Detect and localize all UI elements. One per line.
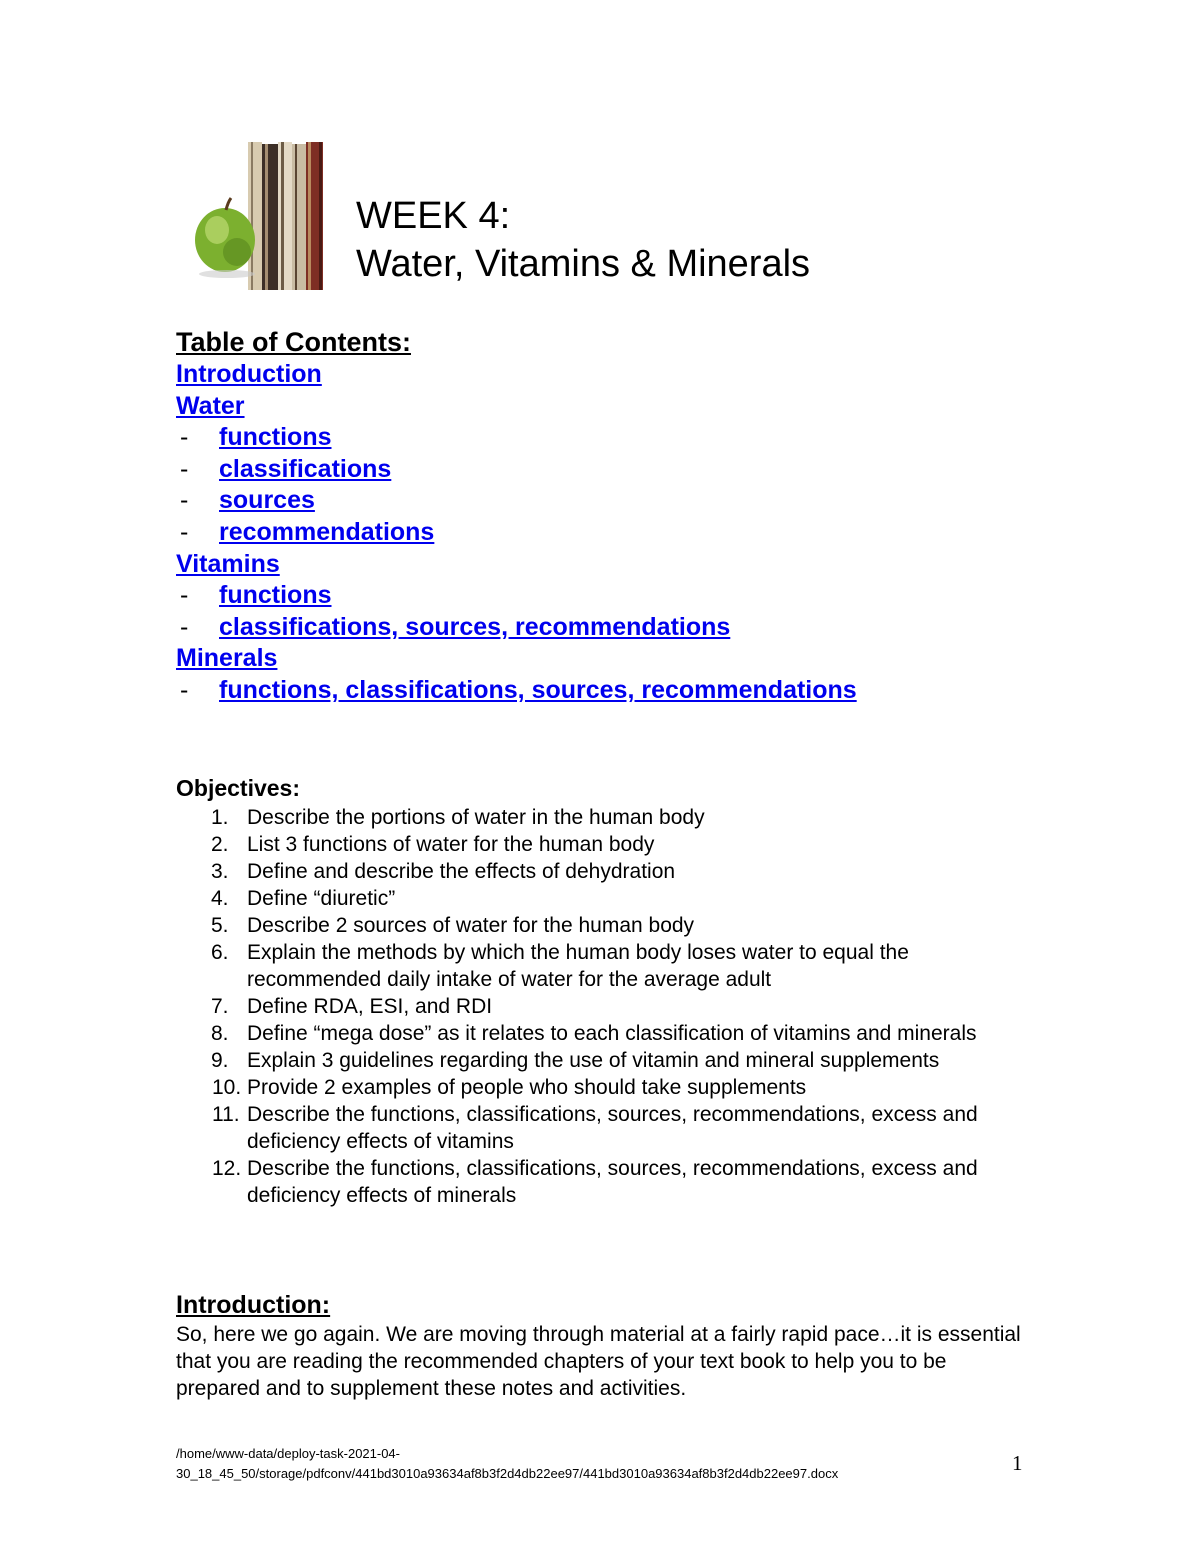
list-item: [176, 939, 1007, 993]
title-topic: Water, Vitamins & Minerals: [356, 243, 811, 285]
list-number: 2.: [211, 833, 229, 856]
list-number: 9.: [211, 1049, 229, 1072]
toc-item-water-functions: [176, 422, 857, 454]
list-text: Explain the methods by which the human body loses water to equal the recommended daily intake of water for the average adult: [247, 941, 909, 991]
toc-link-vitamins-functions[interactable]: functions: [219, 581, 332, 610]
toc-item-vitamins: [176, 549, 857, 581]
list-number: 5.: [211, 914, 229, 937]
toc-item-water-sources: [176, 485, 857, 517]
toc-item-introduction: [176, 359, 857, 391]
toc-link-introduction[interactable]: Introduction: [176, 360, 322, 388]
list-item: [176, 1047, 1007, 1074]
introduction-section: [176, 1289, 1036, 1402]
list-item: [176, 912, 1007, 939]
books-apple-image: [177, 140, 327, 292]
list-item: [176, 831, 1007, 858]
list-text: Describe the functions, classifications, sources, recommendations, excess and deficiency effects of vitamins: [247, 1103, 978, 1153]
toc-dash: -: [180, 454, 189, 483]
page-title: [356, 192, 810, 288]
list-text: Describe the functions, classifications, sources, recommendations, excess and deficiency effects of minerals: [247, 1157, 978, 1207]
toc-item-vitamins-classifications: [176, 612, 857, 644]
footer-path-line1: /home/www-data/deploy-task-2021-04-: [176, 1446, 400, 1461]
list-item: [176, 993, 1007, 1020]
toc-link-water[interactable]: Water: [176, 391, 245, 420]
list-item: [176, 885, 1007, 912]
list-item: [176, 804, 1007, 831]
footer-file-path: [176, 1444, 996, 1484]
toc-link-water-classifications[interactable]: classifications: [219, 454, 392, 483]
toc-link-minerals[interactable]: Minerals: [176, 644, 278, 673]
list-text: Explain 3 guidelines regarding the use of vitamin and mineral supplements: [247, 1049, 940, 1072]
toc-dash: -: [180, 581, 189, 610]
toc-link-water-sources[interactable]: sources: [219, 486, 315, 515]
footer-path-line2: 30_18_45_50/storage/pdfconv/441bd3010a93634af8b3f2d4db22ee97/441bd3010a93634af8b3f2d4db22ee97.docx: [176, 1466, 839, 1481]
list-text: Define “mega dose” as it relates to each classification of vitamins and minerals: [247, 1022, 977, 1045]
list-number: 6.: [211, 941, 229, 964]
list-number: 7.: [211, 995, 229, 1018]
toc-dash: -: [180, 486, 189, 515]
toc-item-minerals: [176, 643, 857, 675]
objectives-heading: Objectives:: [176, 775, 300, 801]
table-of-contents: [176, 326, 857, 707]
list-number: 4.: [211, 887, 229, 910]
toc-dash: -: [180, 517, 189, 546]
toc-link-vitamins-classifications[interactable]: classifications, sources, recommendations: [219, 612, 731, 641]
toc-item-vitamins-functions: [176, 580, 857, 612]
list-text: Provide 2 examples of people who should take supplements: [247, 1076, 807, 1099]
toc-link-vitamins[interactable]: Vitamins: [176, 549, 280, 578]
title-week: WEEK 4:: [356, 195, 511, 237]
toc-heading: Table of Contents:: [176, 327, 411, 357]
toc-item-water-recommendations: [176, 517, 857, 549]
toc-item-minerals-all: [176, 675, 857, 707]
introduction-text: So, here we go again. We are moving through material at a fairly rapid pace…it is essential that you are reading the recommended chapters of your text book to help you to be prepared and to supplement these notes and activities.: [176, 1323, 1021, 1400]
toc-link-water-recommendations[interactable]: recommendations: [219, 517, 435, 546]
list-text: Describe 2 sources of water for the human body: [247, 914, 695, 937]
toc-item-water-classifications: [176, 454, 857, 486]
list-text: Define “diuretic”: [247, 887, 396, 910]
list-number: 1.: [211, 806, 229, 829]
list-number: 3.: [211, 860, 229, 883]
list-number: 8.: [211, 1022, 229, 1045]
list-number: 11.: [212, 1103, 240, 1126]
toc-link-minerals-all[interactable]: functions, classifications, sources, recommendations: [219, 675, 857, 704]
list-text: Define and describe the effects of dehydration: [247, 860, 676, 883]
list-item: [176, 1101, 1007, 1155]
list-item: [176, 1155, 1007, 1209]
list-text: Define RDA, ESI, and RDI: [247, 995, 493, 1018]
toc-dash: -: [180, 423, 189, 452]
list-item: [176, 858, 1007, 885]
page-number: 1: [1012, 1451, 1023, 1475]
objectives-list: [176, 804, 1007, 1209]
toc-dash: -: [180, 612, 189, 641]
list-text: Describe the portions of water in the human body: [247, 806, 705, 829]
introduction-heading: Introduction:: [176, 1291, 331, 1319]
toc-link-water-functions[interactable]: functions: [219, 423, 332, 452]
objectives-section: [176, 772, 1007, 1209]
toc-item-water: [176, 391, 857, 423]
list-number: 10.: [212, 1076, 242, 1099]
list-item: [176, 1020, 1007, 1047]
list-item: [176, 1074, 1007, 1101]
list-number: 12.: [212, 1157, 242, 1180]
list-text: List 3 functions of water for the human body: [247, 833, 655, 856]
toc-dash: -: [180, 675, 189, 704]
